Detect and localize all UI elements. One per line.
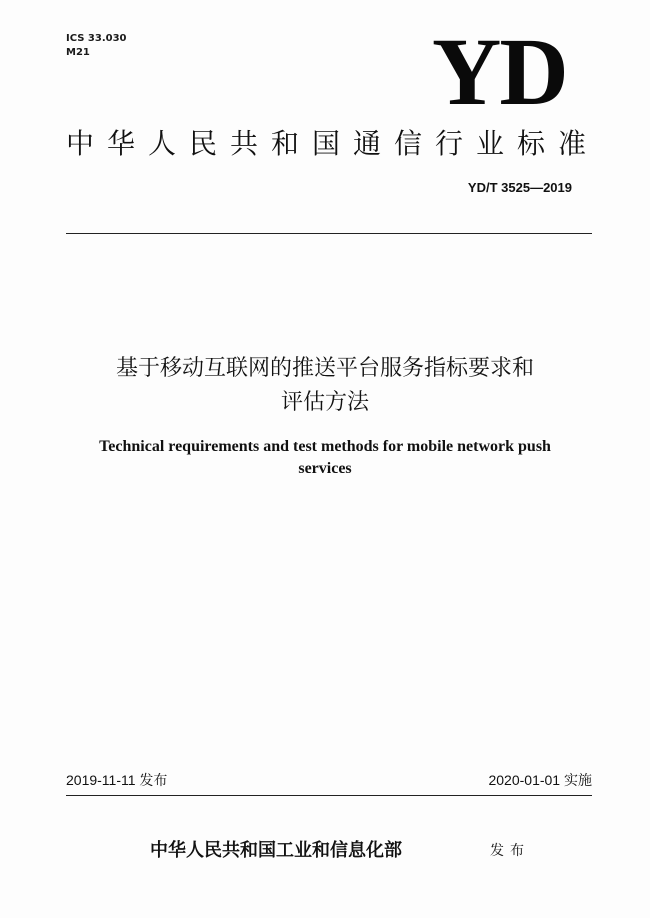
issuing-authority: 中华人民共和国工业和信息化部 — [150, 840, 402, 861]
yd-logo: YD — [432, 18, 567, 125]
ics-code: ICS 33.030 — [66, 33, 127, 44]
issue-date: 2019-11-11 发布 — [66, 772, 168, 788]
english-title-line-1: Technical requirements and test methods for mobile network push — [99, 438, 551, 455]
chinese-title — [0, 352, 650, 420]
english-title-line-2: services — [298, 460, 352, 477]
top-divider — [66, 233, 592, 234]
english-title — [40, 436, 610, 480]
classification-code: M21 — [66, 47, 90, 58]
chinese-title-line-1: 基于移动互联网的推送平台服务指标要求和 — [115, 356, 534, 381]
standard-number: YD/T 3525—2019 — [467, 180, 572, 195]
classification-block — [66, 32, 127, 60]
publish-label: 发布 — [490, 843, 530, 859]
chinese-title-line-2: 评估方法 — [280, 390, 369, 415]
implement-date: 2020-01-01 实施 — [488, 772, 592, 788]
industry-standard-title: 中华人民共和国通信行业标准 — [66, 127, 600, 160]
bottom-divider — [66, 795, 592, 796]
